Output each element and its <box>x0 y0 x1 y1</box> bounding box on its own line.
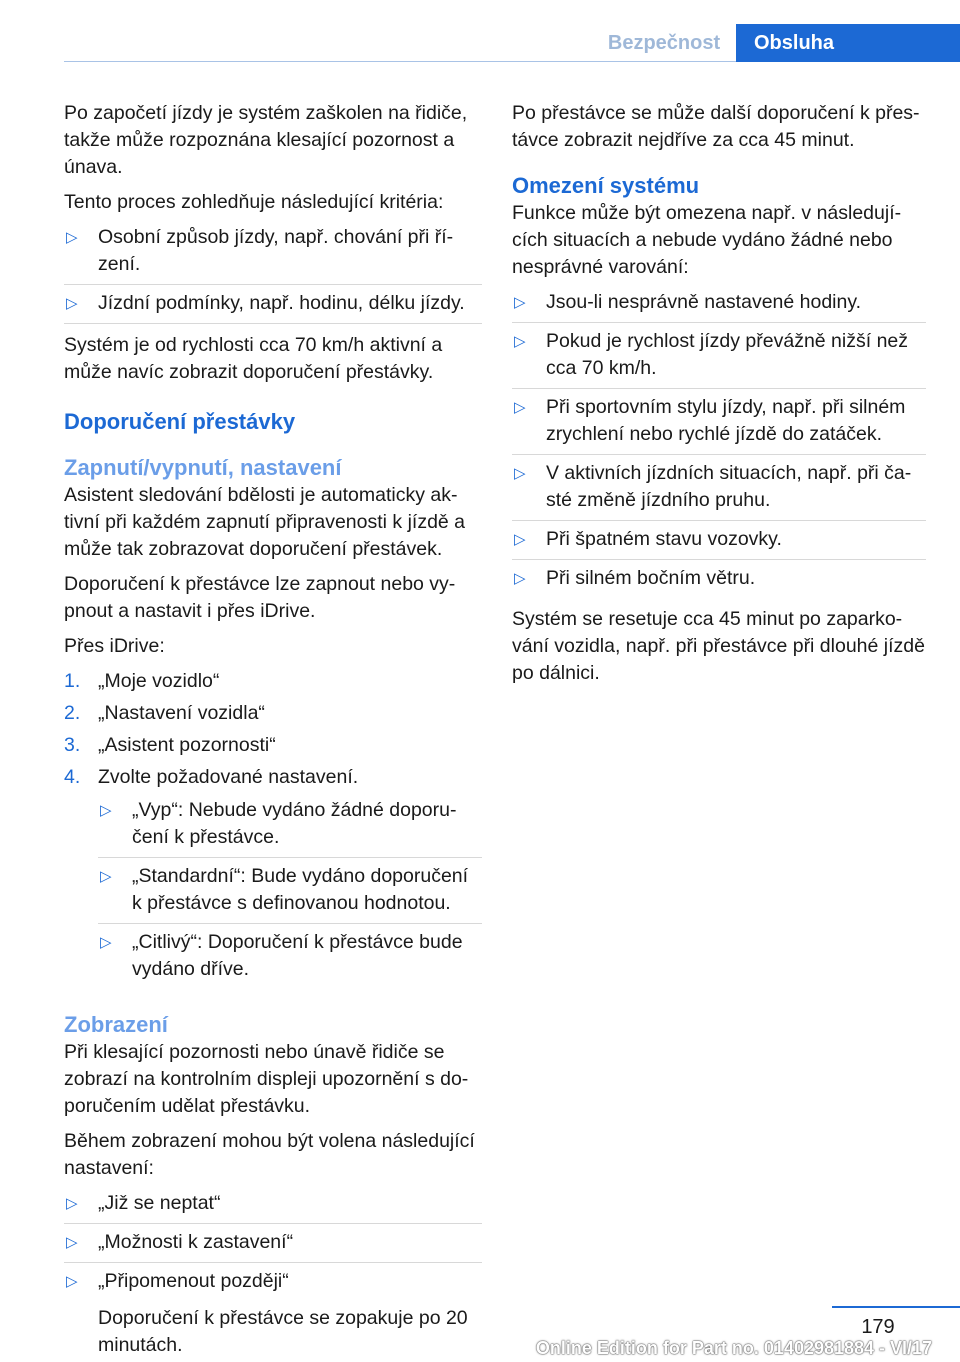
heading-system-limits: Omezení systému <box>512 173 700 198</box>
left-column <box>64 100 482 1359</box>
list-item: ▷ „Standardní“: Bude vydáno doporučení k přestávce s definovanou hodnotou. <box>98 863 482 924</box>
criteria-list <box>64 224 482 324</box>
triangle-right-icon: ▷ <box>66 1273 78 1290</box>
header-divider <box>64 61 736 62</box>
list-item: ▷ V aktivních jízdních situacích, např. při ča- sté změně jízdního pruhu. <box>512 460 926 521</box>
paragraph-via-idrive: Přes iDrive: <box>64 635 165 657</box>
paragraph-display-warning: Při klesající pozornosti nebo únavě řidiče se zobrazí na kontrolním displeji upozornění s do- poručením udělat přestávku. <box>64 1041 469 1117</box>
paragraph-assistant-active: Asistent sledování bdělosti je automaticky ak- tivní při každém zapnutí připravenosti k jízdě a může tak zobrazovat doporučení přestávek. <box>64 484 466 560</box>
triangle-right-icon: ▷ <box>514 570 526 587</box>
list-item: ▷ Jízdní podmínky, např. hodinu, délku jízdy. <box>64 290 482 324</box>
paragraph-intro: Po započetí jízdy je systém zaškolen na řidiče, takže může rozpoznána klesající pozornost a únava. <box>64 102 468 178</box>
paragraph-idrive-toggle: Doporučení k přestávce lze zapnout nebo vy- pnout a nastavit i přes iDrive. <box>64 573 456 622</box>
triangle-right-icon: ▷ <box>100 934 112 951</box>
paragraph-display-settings: Během zobrazení mohou být volena následující nastavení: <box>64 1130 475 1179</box>
triangle-right-icon: ▷ <box>66 1195 78 1212</box>
triangle-right-icon: ▷ <box>514 465 526 482</box>
paragraph-after-break: Po přestávce se může další doporučení k přes- távce zobrazit nejdříve za cca 45 minut. <box>512 102 920 151</box>
paragraph-limits-intro: Funkce může být omezena např. v následují- cích situacích a nebude vydáno žádné nebo nesprávné varování: <box>512 202 902 278</box>
section-tab-safety[interactable]: Bezpečnost <box>607 31 721 54</box>
triangle-right-icon: ▷ <box>66 295 78 312</box>
edition-watermark: Online Edition for Part no. 01402981884 - VI/17 <box>535 1338 933 1358</box>
list-item: ▷ Pokud je rychlost jízdy převážně nižší než cca 70 km/h. <box>512 328 926 389</box>
list-item: ▷ Osobní způsob jízdy, např. chování při ří- zení. <box>64 224 482 285</box>
list-item: ▷ „Citlivý“: Doporučení k přestávce bude vydáno dříve. <box>100 931 463 980</box>
limits-list <box>512 289 926 598</box>
triangle-right-icon: ▷ <box>66 1234 78 1251</box>
paragraph-criteria-intro: Tento proces zohledňuje následující kritéria: <box>64 191 444 213</box>
step-item: 2. „Nastavení vozidla“ <box>64 702 265 724</box>
paragraph-speed: Systém je od rychlosti cca 70 km/h aktivní a může navíc zobrazit doporučení přestávky. <box>64 334 443 383</box>
paragraph-reset: Systém se resetuje cca 45 minut po zaparko- vání vozidla, např. při přestávce při dlouhé jízdě po dálnici. <box>512 608 925 684</box>
triangle-right-icon: ▷ <box>514 333 526 350</box>
list-item: ▷ „Možnosti k zastavení“ <box>64 1229 482 1263</box>
list-item: ▷ Při silném bočním větru. <box>512 565 926 598</box>
remind-later-note: Doporučení k přestávce se zopakuje po 20 minutách. <box>98 1307 468 1356</box>
triangle-right-icon: ▷ <box>100 868 112 885</box>
triangle-right-icon: ▷ <box>514 531 526 548</box>
section-tab-operation[interactable]: Obsluha <box>736 24 960 62</box>
triangle-right-icon: ▷ <box>514 294 526 311</box>
triangle-right-icon: ▷ <box>514 399 526 416</box>
list-item: ▷ Při sportovním stylu jízdy, např. při silném zrychlení nebo rychlé jízdě do zatáček. <box>512 394 926 455</box>
list-item: ▷ „Vyp“: Nebude vydáno žádné doporu- čení k přestávce. <box>98 797 482 858</box>
footer-divider <box>832 1306 960 1308</box>
list-item: ▷ „Již se neptat“ <box>64 1190 482 1224</box>
triangle-right-icon: ▷ <box>66 229 78 246</box>
list-item: ▷ Jsou-li nesprávně nastavené hodiny. <box>512 289 926 323</box>
list-item: ▷ „Připomenout později“ <box>64 1268 482 1301</box>
step-item: 3. „Asistent pozornosti“ <box>64 734 276 756</box>
triangle-right-icon: ▷ <box>100 802 112 819</box>
heading-on-off-settings: Zapnutí/vypnutí, nastavení <box>64 455 342 480</box>
setting-options-list <box>98 797 482 989</box>
page-number: 179 <box>861 1316 895 1338</box>
heading-break-recommendation: Doporučení přestávky <box>64 409 296 434</box>
step-item: 1. „Moje vozidlo“ <box>64 670 220 692</box>
list-item: ▷ Při špatném stavu vozovky. <box>512 526 926 560</box>
page-header <box>0 0 960 62</box>
right-column <box>512 100 926 695</box>
heading-display: Zobrazení <box>64 1012 168 1037</box>
step-item: 4. Zvolte požadované nastavení. ▷ „Vyp“: Nebude vydáno žádné doporu- čení k přestávce. ▷ „Standardní“: Bude vydáno doporučení k přestávce s definovanou hodnotou. ▷ „Citlivý“: Doporučení k přestávce bude vydáno dříve. <box>64 764 482 989</box>
steps-list <box>64 668 482 989</box>
display-options-list <box>64 1190 482 1301</box>
